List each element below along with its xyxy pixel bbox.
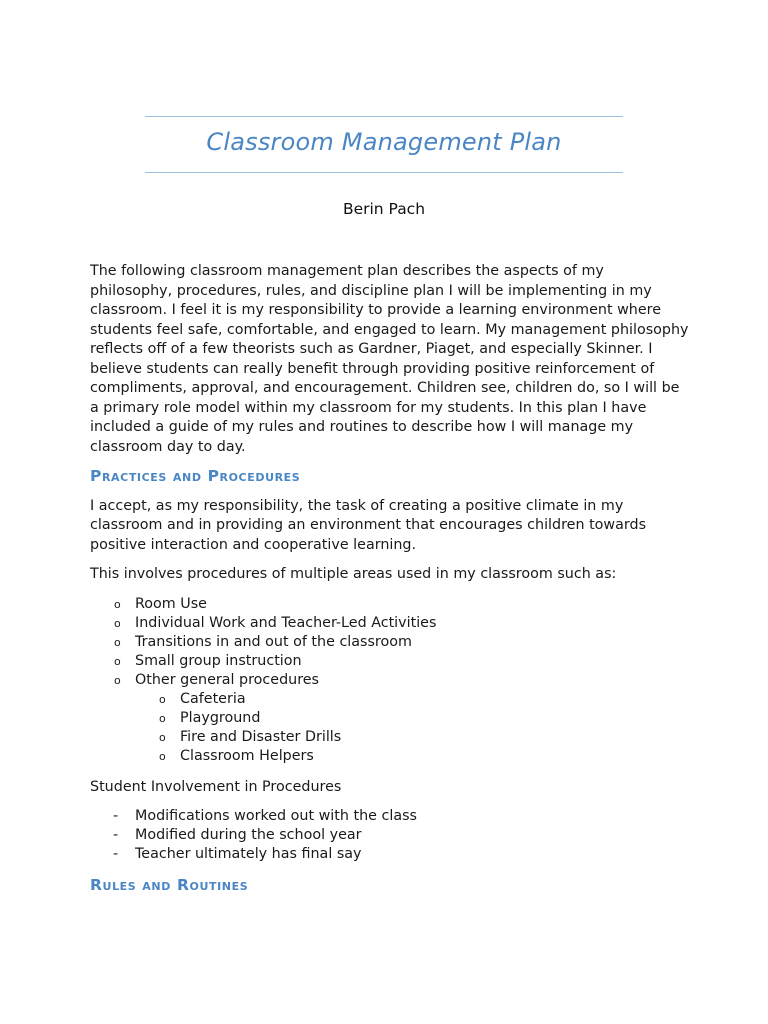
practices-paragraph: I accept, as my responsibility, the task of creating a positive climate in my classroom and in providing an environment that encourages children towards positive interaction and cooperative learning.: [90, 497, 647, 553]
intro-paragraph: The following classroom management plan describes the aspects of my philosophy, procedures, rules, and discipline plan I will be implementing in my classroom. I feel it is my responsibility to provide a learning environment where students feel safe, comfortable, and engaged to learn. My management philosophy reflects off of a few theorists such as Gardner, Piaget, and especially Skinner. I believe students can really benefit through providing positive reinforcement of compliments, approval, and encouragement. Children see, children do, so I will be a primary role model within my classroom for my students. In this plan I have included a guide of my rules and routines to describe how I will manage my classroom day to day.: [90, 263, 689, 455]
circle-bullet-icon: o: [114, 635, 121, 649]
circle-bullet-icon: o: [159, 749, 166, 763]
list-item: - Modifications worked out with the class: [113, 808, 417, 824]
list-item: - Teacher ultimately has final say: [113, 846, 362, 862]
list-item: o Room Use: [114, 595, 207, 612]
dash-bullet-icon: -: [113, 827, 119, 843]
circle-bullet-icon: o: [114, 597, 121, 611]
section-heading-practices: Practices and Procedures: [90, 467, 301, 485]
circle-bullet-icon: o: [159, 711, 166, 725]
circle-bullet-icon: o: [114, 616, 121, 630]
title-rule-bottom: [145, 172, 623, 173]
procedure-areas-list: [90, 595, 690, 690]
circle-bullet-icon: o: [114, 654, 121, 668]
list-item: o Cafeteria: [159, 690, 246, 707]
author-name: Berin Pach: [342, 200, 426, 218]
general-procedures-sublist: [90, 690, 690, 766]
circle-bullet-icon: o: [159, 692, 166, 706]
circle-bullet-icon: o: [159, 730, 166, 744]
list-item: o Individual Work and Teacher-Led Activities: [114, 614, 437, 631]
title-rule-top: [145, 116, 623, 117]
list-item: o Classroom Helpers: [159, 747, 314, 764]
list-item: o Other general procedures: [114, 671, 320, 688]
list-item: o Fire and Disaster Drills: [159, 728, 342, 745]
dash-bullet-icon: -: [113, 846, 119, 862]
involvement-list: [90, 807, 690, 864]
list-item: - Modified during the school year: [113, 827, 362, 843]
list-item: o Playground: [159, 709, 261, 726]
document-title: Classroom Management Plan: [206, 128, 562, 156]
list-item: o Transitions in and out of the classroom: [114, 633, 412, 650]
dash-bullet-icon: -: [113, 808, 119, 824]
document-body: [90, 262, 690, 896]
procedures-intro: This involves procedures of multiple areas used in my classroom such as:: [90, 566, 617, 582]
list-item: o Small group instruction: [114, 652, 302, 669]
section-heading-rules: Rules and Routines: [90, 876, 249, 894]
involvement-label: Student Involvement in Procedures: [90, 778, 342, 795]
circle-bullet-icon: o: [114, 673, 121, 687]
